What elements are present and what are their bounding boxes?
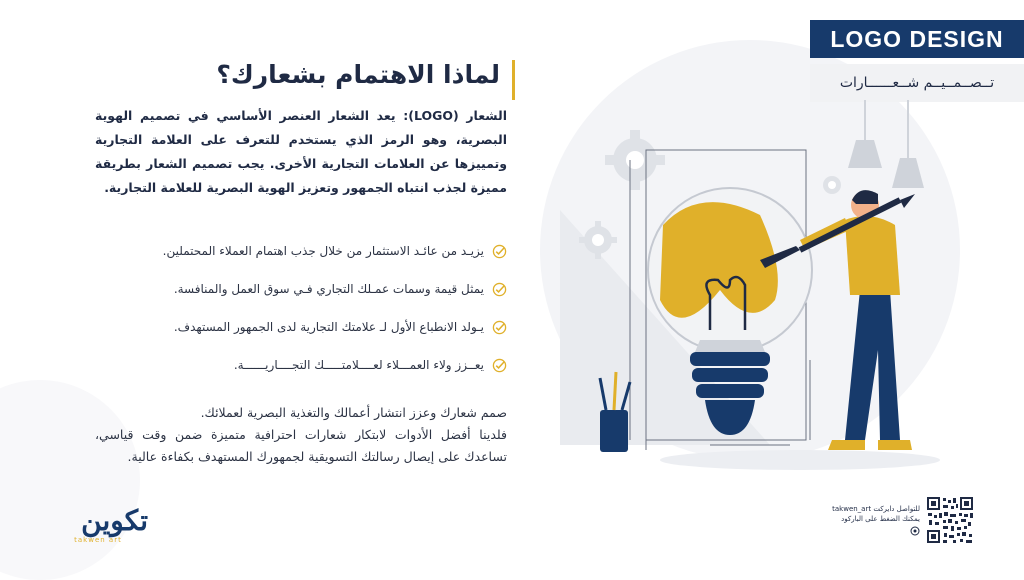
list-item <box>110 232 507 270</box>
bulb-base-ring <box>692 368 768 382</box>
badge-subtitle: تــصــمــيــم شــعــــــارات <box>810 64 1024 102</box>
qr-code[interactable] <box>926 496 974 544</box>
badge-title: LOGO DESIGN <box>810 20 1024 58</box>
bulb-neck <box>695 340 765 352</box>
intro-paragraph: الشعار (LOGO): يعد الشعار العنصر الأساسي في تصميم الهوية البصرية، وهو الرمز الذي يستخدم للتعرف على العلامة التجارية وتمييزها عن العلامات التجارية الأخرى. يجب تصميم الشعار بطريقة مميزة لجذب انتباه الجمهور وتعزيز الهوية البصرية للعلامة التجارية. <box>95 108 507 195</box>
benefit-text: يعــزز ولاء العمـــلاء لعــــلامتـــــك التجــــاريــــــة. <box>233 358 484 372</box>
bulb-base-ring <box>696 384 764 398</box>
closing-paragraph <box>95 402 507 468</box>
contact-info <box>812 504 920 539</box>
closing-line-1: صمم شعارك وعزز انتشار أعمالك والتغذية البصرية لعملائك. <box>200 405 507 420</box>
brand-logo-arabic: تكوين <box>81 504 148 537</box>
title-accent-bar <box>512 60 515 100</box>
benefit-text: يزيـد من عائـد الاستثمار من خلال جذب اهتمام العملاء المحتملين. <box>162 244 484 258</box>
check-icon <box>492 358 507 373</box>
hanging-lamp-icon <box>848 100 924 188</box>
touch-icon <box>910 526 920 536</box>
floor-shadow <box>660 450 940 470</box>
brand-logo <box>48 506 148 546</box>
benefit-text: يمثل قيمة وسمات عمـلك التجاري فـي سوق العمل والمنافسة. <box>173 282 484 296</box>
bulb-base-ring <box>690 352 770 366</box>
list-item <box>110 346 507 384</box>
benefits-list <box>110 232 507 384</box>
contact-line-2: يمكنك الضغط على الباركود <box>841 515 920 523</box>
designer-lightbulb-illustration <box>560 100 940 480</box>
benefit-text: يـولد الانطباع الأول لـ علامتك التجارية لدى الجمهور المستهدف. <box>173 320 484 334</box>
brand-logo-latin: takwen art <box>74 536 122 544</box>
page-title: لماذا الاهتمام بشعارك؟ <box>216 60 500 89</box>
check-icon <box>492 244 507 259</box>
gear-icon <box>605 130 665 190</box>
contact-line-1: للتواصل دايركت takwen_art <box>832 505 920 513</box>
list-item <box>110 308 507 346</box>
list-item <box>110 270 507 308</box>
check-icon <box>492 320 507 335</box>
closing-line-2: فلدينا أفضل الأدوات لابتكار شعارات احترافية متميزة ضمن وقت قياسي، تساعدك على إيصال رسالتك التسويقية لجمهورك المستهدف بكفاءة عالية. <box>95 427 507 464</box>
logo-design-badge <box>810 20 1024 102</box>
check-icon <box>492 282 507 297</box>
gear-icon <box>823 176 841 194</box>
